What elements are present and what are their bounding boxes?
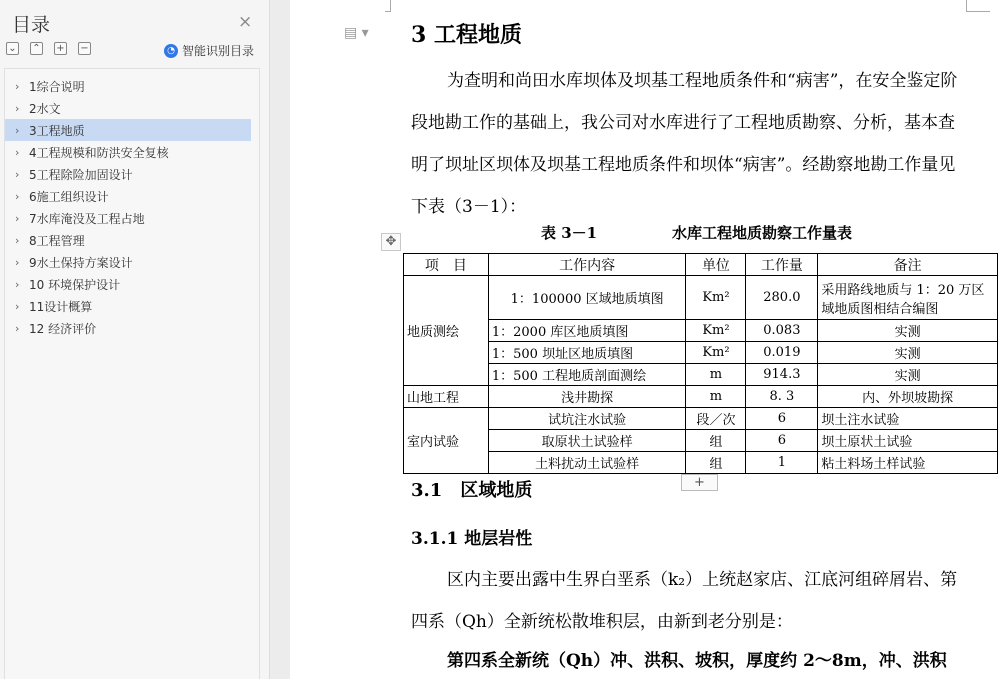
remove-heading-icon[interactable]: − [78,42,91,55]
qty-cell: 8. 3 [746,386,818,408]
chevron-right-icon[interactable]: › [15,79,20,93]
chevron-right-icon[interactable]: › [15,189,20,203]
toc-item[interactable] [5,119,251,141]
note-cell: 实测 [818,320,998,342]
toc-item[interactable] [5,295,251,317]
collapse-icon[interactable]: ⌄ [6,42,19,55]
table-row [404,364,998,386]
note-cell: 粘土料场土样试验 [818,452,998,474]
margin-corner-mark [966,0,990,12]
toc-item[interactable] [5,163,251,185]
chevron-right-icon[interactable]: › [15,299,20,313]
note-cell: 采用路线地质与 1：20 万区域地质图相结合编图 [818,276,998,320]
toc-item-label: 7水库淹没及工程占地 [29,211,145,226]
chevron-right-icon[interactable]: › [15,277,20,291]
toc-item[interactable] [5,207,251,229]
header-item: 项 目 [404,254,489,276]
content-cell: 1：500 工程地质剖面测绘 [488,364,686,386]
table-row [404,342,998,364]
content-cell: 1：100000 区域地质填图 [488,276,686,320]
chevron-right-icon[interactable]: › [15,167,20,181]
subsection-heading: 3.1.1 地层岩性 [411,529,533,549]
table-row [404,320,998,342]
header-note: 备注 [818,254,998,276]
ai-icon: ◔ [164,44,178,58]
toc-item[interactable] [5,141,251,163]
smart-toc-button[interactable] [164,42,254,59]
margin-corner-mark [385,0,391,12]
group-cell: 山地工程 [404,386,489,408]
toc-item-label: 3工程地质 [29,123,85,138]
content-cell: 浅井勘探 [488,386,686,408]
toc-item-label: 4工程规模和防洪安全复核 [29,145,169,160]
unit-cell: m [686,386,746,408]
note-cell: 内、外坝坡勘探 [818,386,998,408]
unit-cell: Km² [686,342,746,364]
toc-item-label: 6施工组织设计 [29,189,109,204]
chevron-right-icon[interactable]: › [15,233,20,247]
toc-item-label: 9水土保持方案设计 [29,255,133,270]
table-row [404,408,998,430]
chapter-heading: 3 工程地质 [411,22,522,48]
toc-sidebar [0,0,270,679]
toc-item-label: 1综合说明 [29,79,85,94]
quaternary-paragraph: 第四系全新统（Qh）冲、洪积、坡积，厚度约 2～8m，冲、洪积 [447,651,947,671]
note-cell: 坝土注水试验 [818,408,998,430]
toc-toolbar [6,42,91,55]
qty-cell: 1 [746,452,818,474]
table-row [404,452,998,474]
toc-item[interactable] [5,251,251,273]
unit-cell: 组 [686,452,746,474]
qty-cell: 0.019 [746,342,818,364]
toc-item-label: 5工程除险加固设计 [29,167,133,182]
close-icon[interactable]: × [238,12,253,32]
qty-cell: 0.083 [746,320,818,342]
table-title: 水库工程地质勘察工作量表 [672,224,853,242]
table-row [404,276,998,320]
note-cell: 坝土原状土试验 [818,430,998,452]
toc-item-label: 10 环境保护设计 [29,277,121,292]
table-header-row [404,254,998,276]
unit-cell: Km² [686,276,746,320]
expand-icon[interactable]: ⌃ [30,42,43,55]
header-unit: 单位 [686,254,746,276]
chevron-right-icon[interactable]: › [15,321,20,335]
sidebar-title: 目录 [12,14,51,36]
table-number: 表 3－1 [541,224,598,242]
header-content: 工作内容 [488,254,686,276]
toc-item[interactable] [5,229,251,251]
qty-cell: 280.0 [746,276,818,320]
toc-item[interactable] [5,317,251,339]
chevron-right-icon[interactable]: › [15,211,20,225]
document-icon[interactable]: ▤ ▾ [344,25,369,41]
toc-list [5,69,259,339]
toc-item-label: 11设计概算 [29,299,93,314]
unit-cell: 段／次 [686,408,746,430]
toc-item[interactable] [5,185,251,207]
content-cell: 1：2000 库区地质填图 [488,320,686,342]
header-qty: 工作量 [746,254,818,276]
unit-cell: 组 [686,430,746,452]
toc-item[interactable] [5,97,251,119]
note-cell: 实测 [818,342,998,364]
toc-item-label: 2水文 [29,101,61,116]
chevron-right-icon[interactable]: › [15,101,20,115]
chevron-right-icon[interactable]: › [15,255,20,269]
toc-panel [4,68,260,679]
chevron-right-icon[interactable]: › [15,145,20,159]
toc-item[interactable] [5,273,251,295]
intro-paragraph: 为查明和尚田水库坝体及坝基工程地质条件和“病害”，在安全鉴定阶段地勘工作的基础上，我公司对水库进行了工程地质勘察、分析，基本查明了坝址区坝体及坝基工程地质条件和坝体“病害”。经勘察地勘工作量见下表（3－1）： [411,71,958,217]
content-cell: 取原状土试验样 [488,430,686,452]
toc-item-label: 12 经济评价 [29,321,97,336]
table-row [404,430,998,452]
qty-cell: 6 [746,408,818,430]
content-cell: 土料扰动土试验样 [488,452,686,474]
toc-item-label: 8工程管理 [29,233,85,248]
content-cell: 试坑注水试验 [488,408,686,430]
group-cell: 室内试验 [404,408,489,474]
unit-cell: m [686,364,746,386]
strata-paragraph: 区内主要出露中生界白垩系（k₂）上统赵家店、江底河组碎屑岩、第四系（Qh）全新统松散堆积层，由新到老分别是： [411,570,958,632]
unit-cell: Km² [686,320,746,342]
content-cell: 1：500 坝址区地质填图 [488,342,686,364]
add-heading-icon[interactable]: + [54,42,67,55]
section-heading: 3.1 区域地质 [411,480,533,501]
qty-cell: 914.3 [746,364,818,386]
move-icon[interactable]: ✥ [381,233,401,251]
group-cell: 地质测绘 [404,276,489,386]
chevron-right-icon[interactable]: › [15,123,20,137]
toc-item[interactable] [5,75,251,97]
work-volume-table [403,253,998,474]
table-row [404,386,998,408]
qty-cell: 6 [746,430,818,452]
smart-toc-label: 智能识别目录 [182,44,255,58]
note-cell: 实测 [818,364,998,386]
add-row-button[interactable]: + [681,474,718,491]
